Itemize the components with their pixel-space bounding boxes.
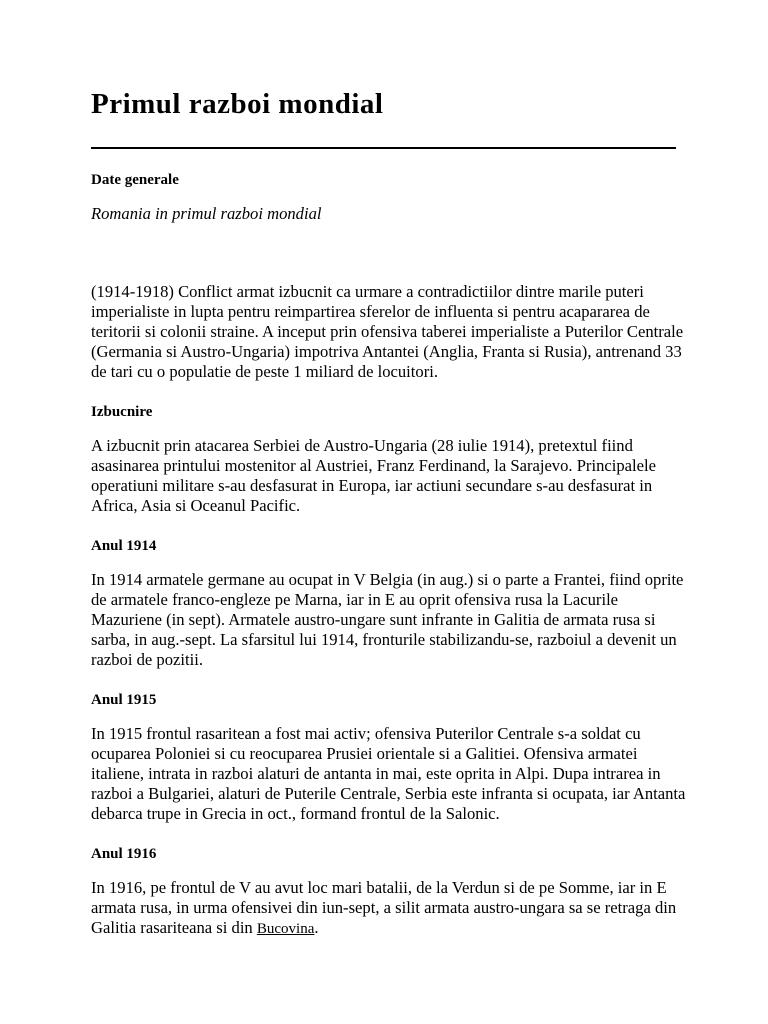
paragraph-izbucnire: A izbucnit prin atacarea Serbiei de Austro-Ungaria (28 iulie 1914), pretextul fiind asasinarea printului mostenitor al Austriei, Franz Ferdinand, la Sarajevo. Principalele operatiuni militare s-au desfasurat in Europa, iar actiuni secundare s-au desfasurat in Africa, Asia si Oceanul Pacific. xyxy=(91,436,656,515)
paragraph-anul-1916-end: . xyxy=(314,918,319,937)
heading-anul-1916: Anul 1916 xyxy=(91,846,157,862)
heading-anul-1914: Anul 1914 xyxy=(91,538,157,554)
title-divider xyxy=(91,147,676,149)
intro-paragraph: (1914-1918) Conflict armat izbucnit ca urmare a contradictiilor dintre marile puteri imperialiste in lupta pentru reimpartirea sferelor de influenta si pentru acapararea de teritorii si colonii straine. A inceput prin ofensiva taberei imperialiste a Puterilor Centrale (Germania si Austro-Ungaria) impotriva Antantei (Anglia, Franta si Rusia), antrenand 33 de tari cu o populatie de peste 1 miliard de locuitori. xyxy=(91,282,684,381)
paragraph-anul-1916-text: In 1916, pe frontul de V au avut loc mari batalii, de la Verdun si de pe Somme, iar in E armata rusa, in urma ofensivei din iun-sept, a silit armata austro-ungara sa se retraga din Galitia rasariteana si din xyxy=(91,878,677,937)
link-bucovina[interactable]: Bucovina xyxy=(256,921,315,937)
paragraph-anul-1916 xyxy=(91,878,691,939)
paragraph-anul-1914: In 1914 armatele germane au ocupat in V Belgia (in aug.) si o parte a Frantei, fiind oprite de armatele franco-engleze pe Marna, iar in E au oprit ofensiva rusa la Lacurile Mazuriene (in sept). Armatele austro-ungare sunt infrante in Galitia de armata rusa si sarba, in aug.-sept. La sfarsitul lui 1914, fronturile stabilizandu-se, razboiul a devenit un razboi de pozitii. xyxy=(91,570,684,669)
heading-izbucnire: Izbucnire xyxy=(91,404,153,420)
paragraph-anul-1915: In 1915 frontul rasaritean a fost mai activ; ofensiva Puterilor Centrale s-a soldat cu ocuparea Poloniei si cu reocuparea Prusiei orientale si a Galitiei. Ofensiva armatei italiene, intrata in razboi alaturi de antanta in mai, este oprita in Alpi. Dupa intrarea in razboi a Bulgariei, alaturi de Puterile Centrale, Serbia este infranta si ocupata, iar Antanta debarca trupe in Grecia in oct., formand frontul de la Salonic. xyxy=(91,724,686,823)
heading-date-generale: Date generale xyxy=(91,172,179,188)
document-body xyxy=(91,170,691,939)
heading-anul-1915: Anul 1915 xyxy=(91,692,157,708)
subtitle: Romania in primul razboi mondial xyxy=(91,204,322,223)
page-title: Primul razboi mondial xyxy=(91,88,384,120)
